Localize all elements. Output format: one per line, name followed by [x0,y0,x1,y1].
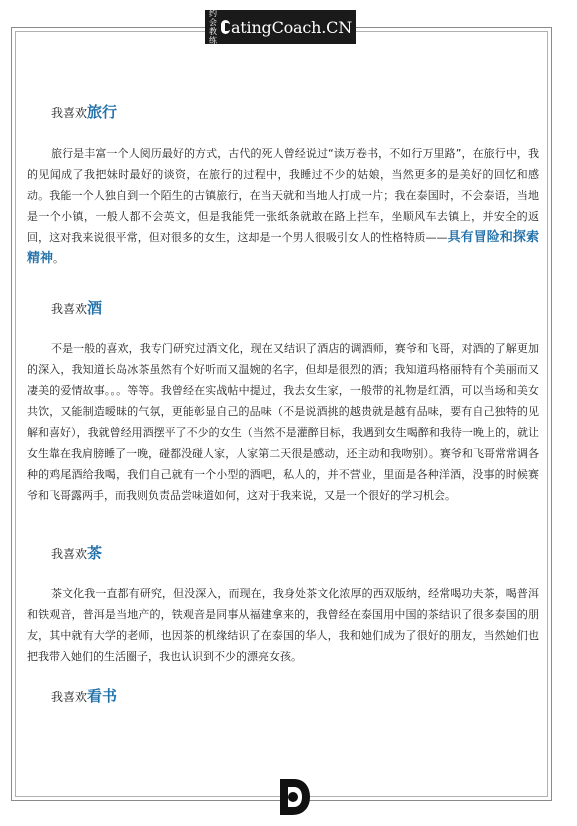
footer-logo-icon [276,777,312,817]
site-logo[interactable] [205,10,356,44]
paragraph-end: 。 [53,252,65,265]
logo-cn-bottom: 教练 [209,27,217,45]
logo-cn-top: 约会 [209,9,217,27]
heading-prefix: 我喜欢 [51,547,88,561]
heading-prefix: 我喜欢 [51,106,88,120]
paragraph-tea: 茶文化我一直都有研究，但没深入，而现在，我身处茶文化浓厚的西双版纳，经常喝功夫茶，喝普洱和铁观音，普洱是当地产的，铁观音是同事从福建拿来的，我曾经在泰国用中国的茶结识了很多泰国的朋友，其中就有大学的老师，也因茶的机缘结识了在泰国的华人，我和她们成为了很好的朋友，当然她们也把我带入她们的生活圈子，我也认识到不少的漂亮女孩。 [27,587,539,663]
section-heading-reading [51,686,117,707]
heading-keyword: 旅行 [87,103,118,121]
heading-keyword: 茶 [87,544,103,562]
heading-prefix: 我喜欢 [51,302,88,316]
heading-keyword: 看书 [87,687,118,705]
paragraph-text: 旅行是丰富一个人阅历最好的方式，古代的死人曾经说过“读万卷书，不如行万里路”，在旅行中，我的见闻成了我把妹时最好的谈资，在旅行的过程中，我睡过不少的姑娘，当然更多的是美好的回忆和感动。我能一个人独自到一个陌生的古镇旅行，在当天就和当地人打成一片；我在泰国时，不会泰语，当地是一个小镇，一般人都不会英文，但是我能凭一张纸条就敢在路上拦车，坐顺风车去镇上，并安全的返回，这对我来说很平常，但对很多的女生，这却是一个男人很吸引女人的性格特质—— [27,147,539,244]
paragraph-travel [27,143,539,269]
logo-d-icon [221,20,230,34]
paragraph-wine: 不是一般的喜欢，我专门研究过酒文化，现在又结识了酒店的调酒师，赛爷和飞哥，对酒的了解更加的深入，我知道长岛冰茶虽然有个好听而又温婉的名字，但却是很烈的酒；我知道玛格丽特有个美丽而又凄美的爱情故事。。。等等。我曾经在实战帖中提过，我去女生家，一般带的礼物是红酒，可以当场和美女共饮，又能制造暧昧的气氛，更能彰显自己的品味（不是说酒挑的越贵就是越有品味，要有自己独特的见解和喜好），我就曾经用酒摆平了不少的女生（当然不是灌醉目标，我遇到女生喝醉和我待一晚上的，就让女生靠在我肩膀睡了一晚，碰都没碰人家，人家第二天很是感动，还主动和我吻别）。赛爷和飞哥常常调各种的鸡尾酒给我喝，我们自己就有一个小型的酒吧，私人的，并不营业，里面是各种洋酒，没事的时候赛爷和飞哥露两手，而我则负责品尝味道如何，这对于我来说，又是一个很好的学习机会。 [27,342,539,502]
logo-chinese-text [209,9,219,45]
heading-keyword: 酒 [87,299,103,317]
section-heading-wine [51,298,102,319]
section-heading-travel [51,102,117,123]
heading-prefix: 我喜欢 [51,690,88,704]
logo-wordmark: atingCoach.CN [230,17,352,37]
highlight-phrase: 具有冒险和探索精神 [27,230,539,266]
section-heading-tea [51,543,102,564]
